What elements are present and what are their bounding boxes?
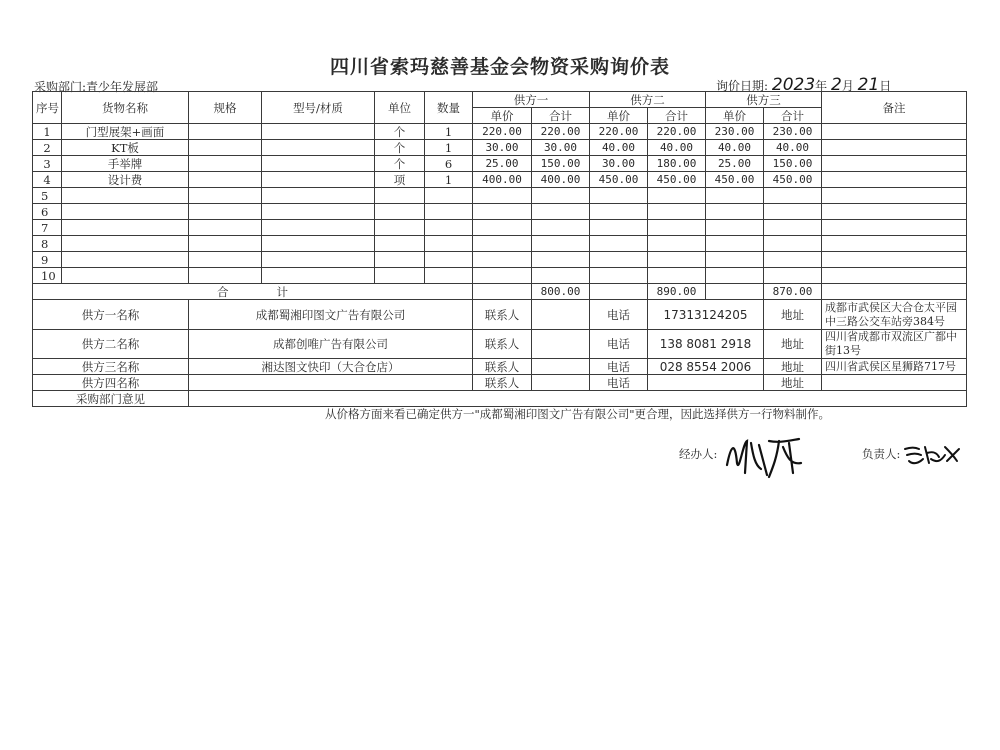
phone-label: 电话 <box>590 330 648 359</box>
address-label: 地址 <box>764 300 822 330</box>
header-unit-price: 单价 <box>590 108 648 124</box>
cell-seq: 6 <box>33 204 62 220</box>
cell-qty <box>425 236 473 252</box>
cell-t1 <box>532 268 590 284</box>
phone-label: 电话 <box>590 375 648 391</box>
cell-model <box>262 236 375 252</box>
header-model: 型号/材质 <box>262 92 375 124</box>
cell-unit <box>375 268 425 284</box>
table-row <box>33 252 967 268</box>
address-label: 地址 <box>764 359 822 375</box>
supplier-name: 湘达图文快印（大合仓店） <box>189 359 473 375</box>
cell-t3: 450.00 <box>764 172 822 188</box>
cell-spec <box>189 188 262 204</box>
cell-p2: 40.00 <box>590 140 648 156</box>
contact-label: 联系人 <box>473 300 532 330</box>
contact-value <box>532 359 590 375</box>
total-label-a: 合 <box>217 284 229 299</box>
cell-model <box>262 124 375 140</box>
phone-label: 电话 <box>590 300 648 330</box>
header-qty: 数量 <box>425 92 473 124</box>
cell-p3 <box>706 252 764 268</box>
cell-p1 <box>473 268 532 284</box>
phone-label: 电话 <box>590 359 648 375</box>
header-unit-price: 单价 <box>706 108 764 124</box>
header-supplier2: 供方二 <box>590 92 706 108</box>
cell-p2 <box>590 188 648 204</box>
cell-remark <box>822 252 967 268</box>
address-value: 四川省成都市双流区广都中街13号 <box>822 330 967 359</box>
total-label-b: 计 <box>276 284 288 299</box>
cell-t3 <box>764 252 822 268</box>
cell-seq: 4 <box>33 172 62 188</box>
cell-model <box>262 220 375 236</box>
cell-p3: 450.00 <box>706 172 764 188</box>
cell-p3: 230.00 <box>706 124 764 140</box>
cell-name <box>62 268 189 284</box>
header-subtotal: 合计 <box>532 108 590 124</box>
supplier-row <box>33 330 967 359</box>
cell-p2 <box>590 236 648 252</box>
cell-t3 <box>764 236 822 252</box>
cell-t1 <box>532 236 590 252</box>
address-label: 地址 <box>764 330 822 359</box>
table-row <box>33 220 967 236</box>
cell-spec <box>189 220 262 236</box>
table-row <box>33 140 967 156</box>
table-row <box>33 188 967 204</box>
department-label: 采购部门: <box>34 80 87 94</box>
cell-t1: 30.00 <box>532 140 590 156</box>
opinion-label: 采购部门意见 <box>33 391 189 407</box>
cell-seq: 9 <box>33 252 62 268</box>
cell-t2 <box>648 220 706 236</box>
cell-unit <box>375 252 425 268</box>
cell-t1: 220.00 <box>532 124 590 140</box>
inquiry-table <box>32 91 967 461</box>
total-s3-empty <box>706 284 764 300</box>
header-supplier1: 供方一 <box>473 92 590 108</box>
cell-p1 <box>473 188 532 204</box>
header-unit-price: 单价 <box>473 108 532 124</box>
cell-qty: 1 <box>425 140 473 156</box>
cell-unit <box>375 220 425 236</box>
cell-p1: 220.00 <box>473 124 532 140</box>
cell-seq: 10 <box>33 268 62 284</box>
cell-p3 <box>706 204 764 220</box>
cell-unit: 个 <box>375 156 425 172</box>
header-spec: 规格 <box>189 92 262 124</box>
header-subtotal: 合计 <box>764 108 822 124</box>
total-s2-empty <box>590 284 648 300</box>
form-title: 四川省索玛慈善基金会物资采购询价表 <box>329 56 670 78</box>
address-label: 地址 <box>764 375 822 391</box>
cell-t3: 40.00 <box>764 140 822 156</box>
cell-p3 <box>706 188 764 204</box>
cell-name: 门型展架+画面 <box>62 124 189 140</box>
contact-value <box>532 330 590 359</box>
cell-t2: 220.00 <box>648 124 706 140</box>
cell-name: KT板 <box>62 140 189 156</box>
cell-p3: 25.00 <box>706 156 764 172</box>
opinion-row <box>33 391 967 407</box>
cell-p1: 400.00 <box>473 172 532 188</box>
supplier-row <box>33 300 967 330</box>
total-label <box>33 284 473 300</box>
month-unit: 月 <box>841 79 854 93</box>
cell-t2 <box>648 204 706 220</box>
cell-p3 <box>706 220 764 236</box>
cell-t2 <box>648 188 706 204</box>
cell-p2: 30.00 <box>590 156 648 172</box>
cell-spec <box>189 140 262 156</box>
total-remark <box>822 284 967 300</box>
date-day: 21 <box>857 75 880 95</box>
phone-value: 028 8554 2006 <box>648 359 764 375</box>
address-value <box>822 375 967 391</box>
contact-label: 联系人 <box>473 330 532 359</box>
cell-seq: 3 <box>33 156 62 172</box>
header-unit: 单位 <box>375 92 425 124</box>
cell-t3 <box>764 204 822 220</box>
table-row <box>33 236 967 252</box>
table-row <box>33 124 967 140</box>
cell-remark <box>822 188 967 204</box>
cell-qty: 1 <box>425 124 473 140</box>
cell-remark <box>822 204 967 220</box>
total-supplier1: 800.00 <box>532 284 590 300</box>
cell-spec <box>189 172 262 188</box>
cell-spec <box>189 204 262 220</box>
supplier-name: 成都蜀湘印图文广告有限公司 <box>189 300 473 330</box>
cell-t1: 400.00 <box>532 172 590 188</box>
cell-remark <box>822 124 967 140</box>
handler-signature <box>721 433 811 481</box>
cell-p3 <box>706 268 764 284</box>
cell-t1: 150.00 <box>532 156 590 172</box>
header-supplier3: 供方三 <box>706 92 822 108</box>
date-month: 2 <box>830 75 842 95</box>
phone-value <box>648 375 764 391</box>
year-unit: 年 <box>815 79 828 93</box>
cell-t3: 150.00 <box>764 156 822 172</box>
header-remarks: 备注 <box>822 92 967 124</box>
cell-model <box>262 268 375 284</box>
cell-spec <box>189 156 262 172</box>
cell-remark <box>822 220 967 236</box>
cell-model <box>262 172 375 188</box>
cell-p1 <box>473 204 532 220</box>
cell-spec <box>189 252 262 268</box>
supplier-row <box>33 359 967 375</box>
cell-t2 <box>648 252 706 268</box>
cell-p1: 25.00 <box>473 156 532 172</box>
contact-value <box>532 300 590 330</box>
cell-t3 <box>764 188 822 204</box>
header-seq: 序号 <box>33 92 62 124</box>
supplier-label: 供方四名称 <box>33 375 189 391</box>
table-row <box>33 156 967 172</box>
cell-p2 <box>590 252 648 268</box>
cell-p2 <box>590 220 648 236</box>
cell-unit <box>375 204 425 220</box>
cell-p2 <box>590 268 648 284</box>
cell-qty <box>425 268 473 284</box>
supplier-label: 供方三名称 <box>33 359 189 375</box>
cell-spec <box>189 124 262 140</box>
cell-t2: 180.00 <box>648 156 706 172</box>
cell-qty <box>425 188 473 204</box>
header-subtotal: 合计 <box>648 108 706 124</box>
phone-value: 138 8081 2918 <box>648 330 764 359</box>
cell-spec <box>189 268 262 284</box>
cell-seq: 7 <box>33 220 62 236</box>
opinion-text: 从价格方面来看已确定供方一"成都蜀湘印图文广告有限公司"更合理，因此选择供方一行物料制作。 <box>324 407 831 421</box>
contact-label: 联系人 <box>473 359 532 375</box>
cell-p2 <box>590 204 648 220</box>
cell-p2: 220.00 <box>590 124 648 140</box>
cell-unit <box>375 188 425 204</box>
cell-t2 <box>648 268 706 284</box>
cell-remark <box>822 156 967 172</box>
cell-name <box>62 252 189 268</box>
cell-remark <box>822 268 967 284</box>
supplier-name: 成都创唯广告有限公司 <box>189 330 473 359</box>
cell-p3 <box>706 236 764 252</box>
total-row <box>33 284 967 300</box>
cell-name <box>62 188 189 204</box>
cell-name: 设计费 <box>62 172 189 188</box>
cell-p1: 30.00 <box>473 140 532 156</box>
cell-t3 <box>764 220 822 236</box>
cell-remark <box>822 140 967 156</box>
date-year: 2023 <box>771 75 816 95</box>
contact-value <box>532 375 590 391</box>
cell-unit: 个 <box>375 140 425 156</box>
cell-p1 <box>473 252 532 268</box>
total-supplier2: 890.00 <box>648 284 706 300</box>
supplier-label: 供方一名称 <box>33 300 189 330</box>
cell-qty <box>425 204 473 220</box>
cell-t2: 450.00 <box>648 172 706 188</box>
cell-remark <box>822 172 967 188</box>
leader-label: 负责人: <box>862 447 901 461</box>
cell-t2: 40.00 <box>648 140 706 156</box>
handler-label: 经办人: <box>679 447 718 461</box>
total-s1-empty <box>473 284 532 300</box>
cell-qty: 1 <box>425 172 473 188</box>
day-unit: 日 <box>879 79 892 93</box>
cell-t1 <box>532 188 590 204</box>
cell-unit <box>375 236 425 252</box>
cell-p1 <box>473 220 532 236</box>
leader-signature <box>901 441 961 469</box>
cell-t3 <box>764 268 822 284</box>
cell-p3: 40.00 <box>706 140 764 156</box>
cell-model <box>262 188 375 204</box>
cell-name: 手举牌 <box>62 156 189 172</box>
cell-remark <box>822 236 967 252</box>
cell-unit: 项 <box>375 172 425 188</box>
cell-seq: 5 <box>33 188 62 204</box>
supplier-name <box>189 375 473 391</box>
cell-p2: 450.00 <box>590 172 648 188</box>
cell-name <box>62 220 189 236</box>
cell-seq: 1 <box>33 124 62 140</box>
cell-qty <box>425 220 473 236</box>
cell-unit: 个 <box>375 124 425 140</box>
cell-model <box>262 156 375 172</box>
cell-t1 <box>532 252 590 268</box>
cell-t2 <box>648 236 706 252</box>
cell-t1 <box>532 204 590 220</box>
table-row <box>33 204 967 220</box>
cell-name <box>62 236 189 252</box>
supplier-label: 供方二名称 <box>33 330 189 359</box>
cell-t3: 230.00 <box>764 124 822 140</box>
department-value: 青少年发展部 <box>86 80 159 94</box>
header-row <box>33 92 967 108</box>
total-supplier3: 870.00 <box>764 284 822 300</box>
cell-t1 <box>532 220 590 236</box>
cell-qty: 6 <box>425 156 473 172</box>
cell-spec <box>189 236 262 252</box>
date-label: 询价日期: <box>716 79 769 93</box>
supplier-row <box>33 375 967 391</box>
phone-value: 17313124205 <box>648 300 764 330</box>
cell-model <box>262 204 375 220</box>
cell-seq: 2 <box>33 140 62 156</box>
table-row <box>33 172 967 188</box>
cell-model <box>262 140 375 156</box>
table-row <box>33 268 967 284</box>
opinion-cell <box>189 391 967 461</box>
contact-label: 联系人 <box>473 375 532 391</box>
address-value: 成都市武侯区大合仓太平园中三路公交车站旁384号 <box>822 300 967 330</box>
header-goods: 货物名称 <box>62 92 189 124</box>
cell-model <box>262 252 375 268</box>
cell-seq: 8 <box>33 236 62 252</box>
address-value: 四川省武侯区星狮路717号 <box>822 359 967 375</box>
cell-p1 <box>473 236 532 252</box>
cell-qty <box>425 252 473 268</box>
cell-name <box>62 204 189 220</box>
